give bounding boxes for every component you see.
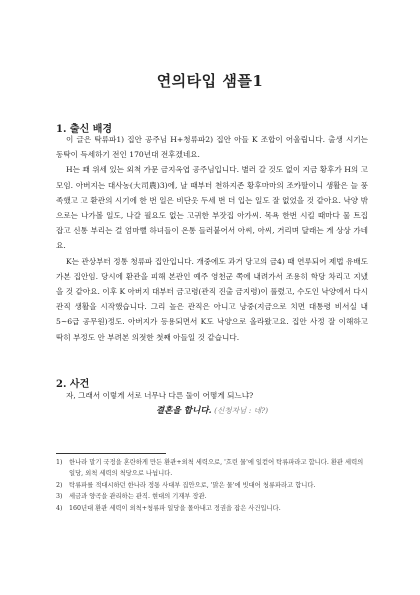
aside-text: (신청자님 : 네?)	[214, 406, 269, 416]
footnote-number: 1)	[56, 459, 63, 466]
paragraph: H는 꽤 위세 있는 외척 가문 금지옥엽 공주님입니다. 별러 갈 것도 없이 지금 황후가 H의 고모임. 아버지는 대사농(大司農)3)에, 날 때부터 천하지존 황후마마의 조카딸이니 생활은 늘 풍족했고 고 환관의 시기에 한 번 일은 비단옷 두세 번 더 입는 일도 잘 없었을 것 같아요. 낙양 밖으로는 나가볼 일도, 나갈 필요도 없는 고귀한 부잣집 아가씨. 목욕 한번 시킬 때마다 물 트집 잡고 신통 부리는 걸 엄마뻘 하녀들이 온통 들러붙어서 아씨, 아씨, 거리며 달래는 게 상상 가네요.	[56, 165, 368, 251]
dialog-line: 자, 그래서 이렇게 서로 너무나 다른 둘이 어떻게 되느냐?	[66, 391, 254, 400]
footnote-divider	[56, 453, 166, 454]
footnote-text: 탁류파를 적대시하던 한나라 정통 사대부 집안으로, '맑은 물'에 빗대어 청류파라고 합니다.	[69, 481, 316, 489]
footnotes	[56, 457, 370, 514]
footnote	[56, 480, 370, 491]
page-title: 연의타입 샘플1	[156, 72, 264, 90]
section-body-background	[56, 132, 368, 345]
section-body-event	[56, 388, 368, 419]
section-heading-event: 2. 사건	[56, 379, 90, 390]
section-heading-background: 1. 출신 배경	[56, 124, 113, 135]
footnote-text: 한나라 말기 국정을 혼란하게 만든 환관+외척 세력으로, '흐린 물'에 일컫어 탁류파라고 합니다. 환관 세력의 일당, 외척 세력의 척당으로 나뉩니다.	[69, 459, 364, 478]
paragraph: K는 관상부터 정통 청류파 집안입니다. 개중에도 과거 당고의 금4) 때 연루되어 제법 유배도 가본 집안임. 당시에 환관을 피해 본관인 예주 영천군 쪽에 내려가서 조용히 학당 차리고 지냈을 것 같아요. 이후 K 아버지 대부터 금고령(관직 진출 금지령)이 풀렸고, 수도인 낙양에서 다시 관직 생활을 시작했습니다. 그리 높은 관직은 아니고 낭중(지금으로 치면 대통령 비서실 내 5~6급 공무원)정도. 아버지가 등용되면서 K도 낙양으로 올라왔고요. 집안 사정 잘 이해하고 딱히 부정도 안 부려본 의젓한 첫째 아들일 것 같습니다.	[56, 256, 368, 342]
emphasis-text: 결혼을 합니다.	[155, 406, 212, 417]
footnote	[56, 503, 370, 514]
footnote	[56, 457, 370, 480]
footnote-number: 2)	[56, 481, 63, 489]
footnote	[56, 491, 370, 502]
footnote-number: 4)	[56, 504, 63, 512]
footnote-text: 160년대 환관 세력이 외척+청류파 일당을 몰아내고 정권을 잡은 사건입니다.	[69, 504, 281, 512]
footnote-text: 세금과 양곡을 관리하는 관직. 현대의 기재부 장관.	[69, 493, 207, 501]
footnote-number: 3)	[56, 493, 63, 501]
dialog-line-emphasis	[56, 403, 368, 419]
paragraph: 이 글은 탁류파1) 집안 공주님 H+청류파2) 집안 아들 K 조합이 어울립니다. 출생 시기는 동탁이 득세하기 전인 170년대 전후겠네요.	[56, 135, 368, 160]
